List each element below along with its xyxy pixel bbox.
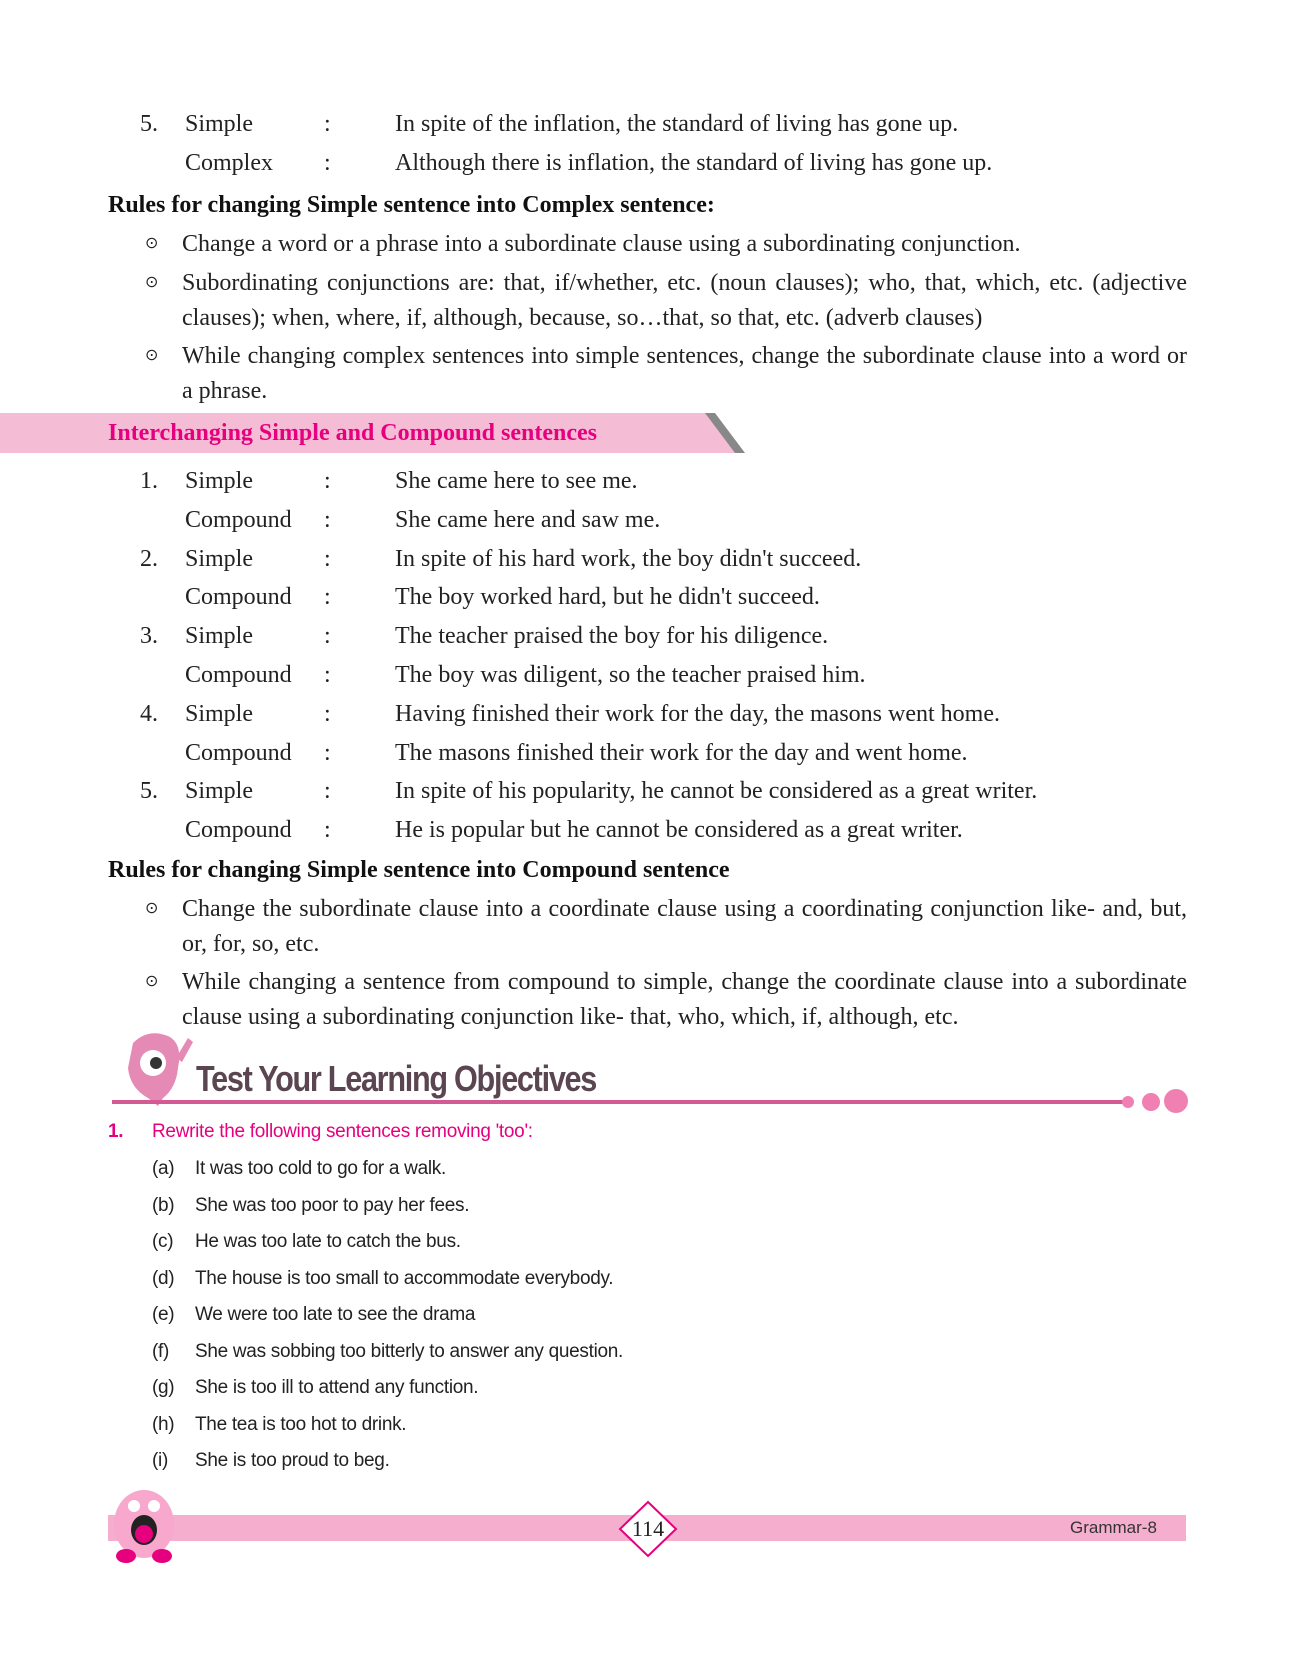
example-sentence: In spite of the inflation, the standard of living has gone up. bbox=[395, 111, 959, 137]
separator-colon: : bbox=[324, 584, 331, 611]
example-sentence: The boy was diligent, so the teacher praised him. bbox=[395, 662, 866, 688]
sentence-type-label: Simple bbox=[185, 778, 254, 805]
title-underline bbox=[112, 1100, 1132, 1104]
monster-mascot-icon bbox=[118, 1028, 198, 1108]
separator-colon: : bbox=[324, 545, 331, 572]
separator-colon: : bbox=[324, 817, 331, 844]
item-sentence: We were too late to see the drama bbox=[195, 1304, 476, 1325]
bullet-icon: ⊙ bbox=[145, 235, 159, 252]
item-sentence: It was too cold to go for a walk. bbox=[195, 1158, 446, 1179]
example-sentence: The teacher praised the boy for his diligence. bbox=[395, 623, 829, 650]
separator-colon: : bbox=[324, 623, 331, 650]
section-title: Interchanging Simple and Compound sentences bbox=[108, 420, 597, 446]
question-text: Rewrite the following sentences removing 'too': bbox=[152, 1121, 533, 1142]
rule-bullet: While changing complex sentences into simple sentences, change the subordinate clause into a word or a phrase. bbox=[182, 343, 1187, 404]
rule-bullet: Change a word or a phrase into a subordinate clause using a subordinating conjunction. bbox=[182, 231, 1021, 257]
rule-bullet: While changing a sentence from compound to simple, change the coordinate clause into a subordinate clause using a subordinating conjunction like- that, who, which, if, although, etc. bbox=[182, 969, 1187, 1030]
item-label: (f) bbox=[152, 1340, 170, 1362]
bullet-icon: ⊙ bbox=[145, 274, 159, 291]
page-number: 114 bbox=[631, 1516, 665, 1541]
item-label: (e) bbox=[152, 1304, 175, 1325]
dot-decoration bbox=[1122, 1096, 1134, 1108]
item-label: (h) bbox=[152, 1413, 175, 1435]
item-label: (g) bbox=[152, 1377, 175, 1398]
separator-colon: : bbox=[324, 150, 331, 176]
book-title: Grammar-8 bbox=[1070, 1518, 1157, 1537]
example-sentence: She came here and saw me. bbox=[395, 506, 661, 533]
item-sentence: The tea is too hot to drink. bbox=[195, 1413, 407, 1435]
item-sentence: He was too late to catch the bus. bbox=[195, 1231, 461, 1252]
separator-colon: : bbox=[324, 506, 331, 533]
item-label: (a) bbox=[152, 1158, 175, 1179]
rules-heading: Rules for changing Simple sentence into Compound sentence bbox=[108, 857, 730, 883]
rule-bullet: Change the subordinate clause into a coordinate clause using a coordinating conjunction like- and, but, or, for, so, etc. bbox=[182, 896, 1187, 957]
item-sentence: The house is too small to accommodate everybody. bbox=[195, 1267, 614, 1289]
separator-colon: : bbox=[324, 111, 331, 137]
sentence-type-label: Simple bbox=[185, 623, 254, 650]
question-number: 1. bbox=[108, 1121, 124, 1142]
sentence-type-label: Compound bbox=[185, 584, 292, 611]
separator-colon: : bbox=[324, 468, 331, 494]
dot-decoration bbox=[1164, 1089, 1188, 1113]
sentence-type-label: Simple bbox=[185, 111, 254, 137]
bullet-icon: ⊙ bbox=[145, 347, 159, 364]
bullet-icon: ⊙ bbox=[145, 973, 159, 990]
example-sentence: The boy worked hard, but he didn't succeed. bbox=[395, 584, 820, 611]
example-number: 5. bbox=[140, 778, 158, 805]
separator-colon: : bbox=[324, 662, 331, 688]
item-sentence: She was too poor to pay her fees. bbox=[195, 1194, 470, 1216]
example-sentence: Having finished their work for the day, the masons went home. bbox=[395, 700, 1000, 727]
separator-colon: : bbox=[324, 778, 331, 805]
separator-colon: : bbox=[324, 700, 331, 727]
example-sentence: The masons finished their work for the day and went home. bbox=[395, 739, 968, 766]
sentence-type-label: Complex bbox=[185, 150, 273, 176]
example-number: 2. bbox=[140, 545, 158, 572]
example-number: 5. bbox=[140, 111, 158, 137]
item-sentence: She is too proud to beg. bbox=[195, 1450, 390, 1471]
sentence-type-label: Compound bbox=[185, 739, 292, 766]
item-label: (b) bbox=[152, 1194, 175, 1216]
example-number: 1. bbox=[140, 468, 158, 494]
item-label: (i) bbox=[152, 1450, 168, 1471]
example-sentence: In spite of his popularity, he cannot be considered as a great writer. bbox=[395, 778, 1038, 805]
item-sentence: She was sobbing too bitterly to answer any question. bbox=[195, 1340, 623, 1362]
sentence-type-label: Compound bbox=[185, 817, 292, 844]
item-label: (d) bbox=[152, 1267, 175, 1289]
example-sentence: She came here to see me. bbox=[395, 468, 638, 494]
sentence-type-label: Simple bbox=[185, 468, 254, 494]
bullet-icon: ⊙ bbox=[145, 900, 159, 917]
example-number: 3. bbox=[140, 623, 158, 650]
sentence-type-label: Compound bbox=[185, 662, 292, 688]
example-sentence: Although there is inflation, the standard of living has gone up. bbox=[395, 150, 993, 176]
example-number: 4. bbox=[140, 700, 158, 727]
separator-colon: : bbox=[324, 739, 331, 766]
sentence-type-label: Simple bbox=[185, 700, 254, 727]
rule-bullet: Subordinating conjunctions are: that, if/whether, etc. (noun clauses); who, that, which, etc. (adjective clauses); when, where, if, although, because, so…that, so that, etc. (adverb clauses) bbox=[182, 270, 1187, 331]
monster-footer-icon bbox=[104, 1482, 190, 1566]
item-sentence: She is too ill to attend any function. bbox=[195, 1377, 479, 1398]
item-label: (c) bbox=[152, 1231, 174, 1252]
dot-decoration bbox=[1142, 1093, 1160, 1111]
sentence-type-label: Compound bbox=[185, 506, 292, 533]
test-section-title: Test Your Learning Objectives bbox=[196, 1058, 597, 1099]
example-sentence: He is popular but he cannot be considered as a great writer. bbox=[395, 817, 963, 844]
sentence-type-label: Simple bbox=[185, 545, 254, 572]
rules-heading: Rules for changing Simple sentence into Complex sentence: bbox=[108, 192, 715, 218]
example-sentence: In spite of his hard work, the boy didn't succeed. bbox=[395, 545, 862, 572]
